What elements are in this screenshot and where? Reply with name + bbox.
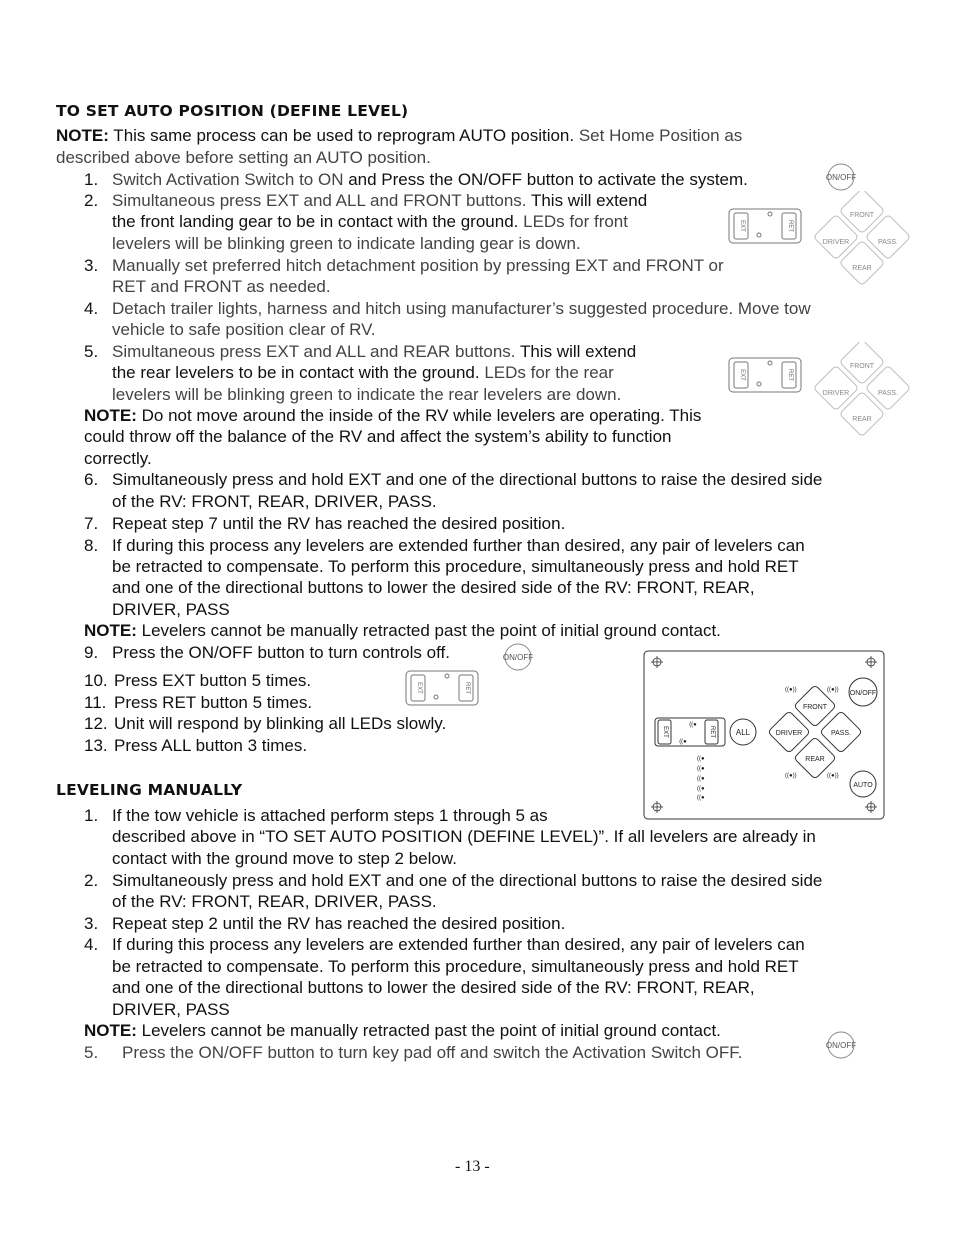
direction-keypad-icon (810, 191, 914, 295)
step-11-line-1: Press RET button 5 times. (114, 693, 313, 712)
s2-step-4-line-2: be retracted to compensate. To perform this procedure, simultaneously press and hold RET (112, 957, 799, 976)
note-retract (84, 620, 721, 641)
step-number: 9. (84, 643, 99, 662)
step-number: 4. (84, 299, 99, 318)
step-10-line-1: Press EXT button 5 times. (114, 671, 312, 690)
s2-step-1-line-2: described above in “TO SET AUTO POSITION (DEFINE LEVEL)”. If all levelers are already in (112, 827, 816, 846)
note-reprogram (56, 125, 742, 146)
section-heading-auto-position: TO SET AUTO POSITION (DEFINE LEVEL) (56, 102, 409, 120)
step-number: 5. (84, 1043, 99, 1062)
step-5-rest: This will extend (515, 342, 637, 361)
step-2-line-1 (112, 190, 647, 211)
section-heading-leveling-manually: LEVELING MANUALLY (56, 781, 243, 799)
step-8-line-2: be retracted to compensate. To perform this procedure, simultaneously press and hold RET (112, 557, 799, 576)
step-number: 7. (84, 514, 99, 533)
step-6-line-1: Simultaneously press and hold EXT and one of the directional buttons to raise the desired side (112, 470, 823, 489)
onoff-button-icon (826, 1030, 856, 1060)
pass-label: PASS. (877, 390, 899, 397)
step-number: 2. (84, 191, 99, 210)
ext-ret-keypad-icon (405, 670, 479, 706)
ext-icon-label: EXT (416, 682, 422, 694)
step-2-gray: Simultaneous press EXT and ALL and FRONT buttons. (112, 191, 527, 210)
svg-text:((●: ((● (697, 756, 705, 762)
ext-button-label: EXT (662, 726, 668, 738)
note-text-gray: Set Home Position as (574, 126, 743, 145)
onoff-icon-label: ON/OFF (826, 173, 856, 182)
note-do-not-move (84, 405, 701, 426)
s2-step-2-line-1: Simultaneously press and hold EXT and one of the directional buttons to raise the desired side (112, 871, 823, 890)
direction-keypad-icon (810, 342, 914, 446)
ext-icon-label: EXT (739, 369, 745, 381)
onoff-button-label: ON/OFF (849, 690, 877, 697)
front-label: FRONT (849, 363, 875, 370)
step-number: 10. (84, 671, 108, 690)
step-1-gray: Switch Activation Switch to ON (112, 170, 344, 189)
step-5-line-2-text: the rear levelers to be in contact with the ground. (112, 363, 480, 382)
svg-text:((●: ((● (689, 722, 697, 728)
svg-text:((●)): ((●)) (785, 773, 797, 779)
step-number: 11. (84, 693, 107, 712)
note-label: NOTE: (84, 621, 137, 640)
step-number: 13. (84, 736, 108, 755)
step-1-text (112, 169, 748, 190)
s2-step-4-line-3: and one of the directional buttons to lower the desired side of the RV: FRONT, REAR, (112, 978, 755, 997)
ret-icon-label: RET (787, 369, 793, 381)
step-number: 3. (84, 914, 99, 933)
step-13-line-1: Press ALL button 3 times. (114, 736, 308, 755)
step-number: 2. (84, 871, 99, 890)
step-1-rest: and Press the ON/OFF button to activate the system. (343, 170, 748, 189)
step-number: 8. (84, 536, 99, 555)
note-3-text: Levelers cannot be manually retracted past the point of initial ground contact. (136, 621, 721, 640)
driver-label: DRIVER (822, 239, 850, 246)
note-label: NOTE: (84, 406, 137, 425)
step-number: 4. (84, 935, 99, 954)
note-label: NOTE: (84, 1021, 137, 1040)
svg-text:((●: ((● (697, 766, 705, 772)
step-number: 5. (84, 342, 99, 361)
s2-step-5-line-1: Press the ON/OFF button to turn key pad off and switch the Activation Switch OFF. (122, 1043, 743, 1062)
svg-text:((●)): ((●)) (827, 773, 839, 779)
onoff-icon-label: ON/OFF (503, 653, 533, 662)
step-4-line-1: Detach trailer lights, harness and hitch using manufacturer’s suggested procedure. Move tow (112, 299, 811, 318)
s2-note-retract (84, 1020, 721, 1041)
step-7-line-1: Repeat step 7 until the RV has reached the desired position. (112, 514, 566, 533)
onoff-button-icon (503, 642, 533, 672)
step-12-line-1: Unit will respond by blinking all LEDs slowly. (114, 714, 447, 733)
pass-button-label: PASS. (830, 730, 852, 737)
pass-label: PASS. (877, 239, 899, 246)
ret-icon-label: RET (464, 682, 470, 694)
step-2-line-2-text: the front landing gear to be in contact with the ground. (112, 212, 519, 231)
ext-ret-keypad-icon (728, 208, 802, 244)
step-9-line-1: Press the ON/OFF button to turn controls off. (112, 643, 450, 662)
step-5-line-2-gray: LEDs for the rear (479, 363, 614, 382)
step-2-line-2 (112, 211, 628, 232)
rear-label: REAR (852, 416, 872, 423)
control-panel-diagram (643, 650, 885, 820)
front-label: FRONT (849, 212, 875, 219)
s2-step-1-line-3: contact with the ground move to step 2 below. (112, 849, 457, 868)
ext-ret-keypad-icon (728, 357, 802, 393)
s2-note-text: Levelers cannot be manually retracted past the point of initial ground contact. (136, 1021, 721, 1040)
svg-text:((●)): ((●)) (827, 687, 839, 693)
s2-step-2-line-2: of the RV: FRONT, REAR, DRIVER, PASS. (112, 892, 437, 911)
step-8-line-4: DRIVER, PASS (112, 600, 230, 619)
step-3-line-1: Manually set preferred hitch detachment position by pressing EXT and FRONT or (112, 256, 724, 275)
step-2-line-2-gray: LEDs for front (518, 212, 628, 231)
driver-button-label: DRIVER (775, 730, 803, 737)
step-2-line-3: levelers will be blinking green to indicate landing gear is down. (112, 234, 581, 253)
svg-text:((●: ((● (679, 739, 687, 745)
s2-step-3-line-1: Repeat step 2 until the RV has reached the desired position. (112, 914, 566, 933)
step-8-line-1: If during this process any levelers are extended further than desired, any pair of levelers can (112, 536, 805, 555)
note-line-2: described above before setting an AUTO position. (56, 148, 431, 167)
step-number: 1. (84, 806, 99, 825)
step-number: 3. (84, 256, 99, 275)
front-button-label: FRONT (802, 704, 828, 711)
ext-icon-label: EXT (739, 220, 745, 232)
s2-step-1-line-1: If the tow vehicle is attached perform steps 1 through 5 as (112, 806, 548, 825)
ret-button-label: RET (709, 726, 715, 738)
step-6-line-2: of the RV: FRONT, REAR, DRIVER, PASS. (112, 492, 437, 511)
step-3-line-2: RET and FRONT as needed. (112, 277, 331, 296)
svg-text:((●)): ((●)) (785, 687, 797, 693)
rear-label: REAR (852, 265, 872, 272)
step-5-line-1 (112, 341, 636, 362)
step-5-gray: Simultaneous press EXT and ALL and REAR buttons. (112, 342, 516, 361)
step-2-rest: This will extend (526, 191, 648, 210)
step-8-line-3: and one of the directional buttons to lower the desired side of the RV: FRONT, REAR, (112, 578, 755, 597)
driver-label: DRIVER (822, 390, 850, 397)
ret-icon-label: RET (787, 220, 793, 232)
onoff-button-icon (826, 162, 856, 192)
note-label: NOTE: (56, 126, 109, 145)
note-text: This same process can be used to reprogram AUTO position. (108, 126, 575, 145)
step-4-line-2: vehicle to safe position clear of RV. (112, 320, 376, 339)
step-number: 6. (84, 470, 99, 489)
all-button-label: ALL (735, 728, 751, 737)
step-number: 1. (84, 170, 99, 189)
svg-text:((●: ((● (697, 786, 705, 792)
note-2-line-1: Do not move around the inside of the RV while levelers are operating. This (136, 406, 702, 425)
svg-text:((●: ((● (697, 795, 705, 801)
auto-button-label: AUTO (853, 782, 873, 789)
s2-step-4-line-4: DRIVER, PASS (112, 1000, 230, 1019)
step-5-line-3: levelers will be blinking green to indicate the rear levelers are down. (112, 385, 622, 404)
onoff-icon-label: ON/OFF (826, 1041, 856, 1050)
step-number: 12. (84, 714, 108, 733)
step-5-line-2 (112, 362, 614, 383)
note-2-line-3: correctly. (84, 449, 152, 468)
s2-step-4-line-1: If during this process any levelers are extended further than desired, any pair of levelers can (112, 935, 805, 954)
note-2-line-2: could throw off the balance of the RV and affect the system’s ability to function (84, 427, 672, 446)
page-number: - 13 - (455, 1158, 490, 1175)
svg-text:((●: ((● (697, 776, 705, 782)
rear-button-label: REAR (805, 756, 825, 763)
